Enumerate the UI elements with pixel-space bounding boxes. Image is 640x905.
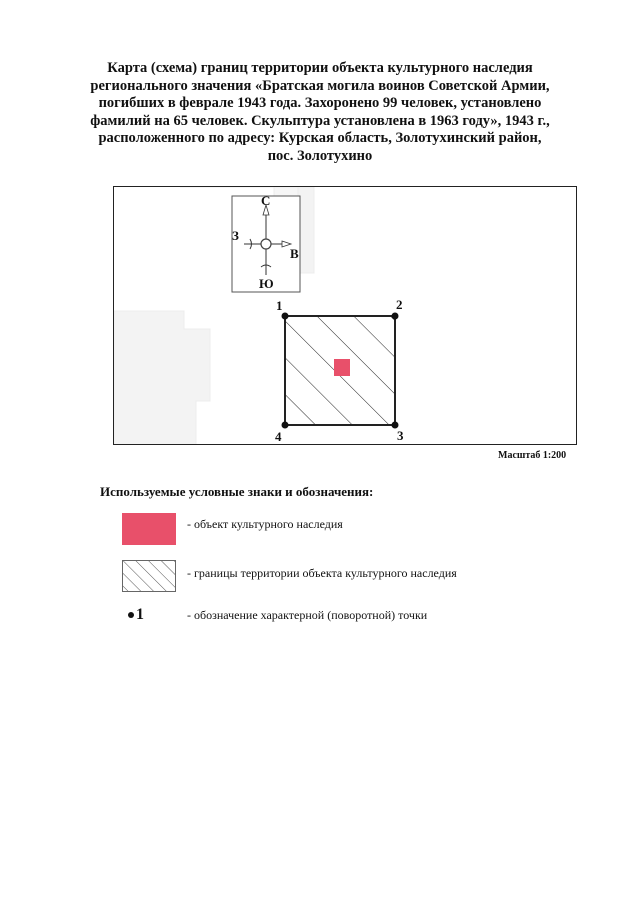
map-frame bbox=[113, 186, 577, 445]
legend-item-point bbox=[0, 606, 640, 646]
point-dot-icon bbox=[128, 612, 134, 618]
compass bbox=[232, 193, 300, 292]
map-title bbox=[70, 60, 570, 165]
legend-text-point: - обозначение характерной (поворотной) точки bbox=[187, 608, 428, 622]
compass-north-label: С bbox=[261, 193, 271, 208]
map-canvas bbox=[114, 187, 577, 445]
legend-text-object: - объект культурного наследия bbox=[187, 517, 343, 531]
territory-boundary bbox=[285, 316, 395, 425]
legend-title: Используемые условные знаки и обозначения: bbox=[100, 484, 374, 499]
title-line: пос. Золотухино bbox=[267, 147, 373, 164]
hatch-symbol bbox=[122, 560, 176, 592]
turning-point-label-2: 2 bbox=[396, 297, 403, 312]
turning-point-1 bbox=[282, 313, 289, 320]
compass-center bbox=[261, 239, 271, 249]
point-marker-label: 1 bbox=[136, 606, 144, 623]
title-line: расположенного по адресу: Курская область, Золотухинский район, bbox=[98, 130, 542, 146]
background-building bbox=[114, 311, 210, 445]
turning-point-label-3: 3 bbox=[397, 428, 404, 443]
title-line: фамилий на 65 человек. Скульптура установлена в 1963 году», 1943 г., bbox=[90, 112, 550, 129]
heritage-object-symbol bbox=[122, 513, 176, 545]
legend-item-boundary bbox=[0, 560, 640, 600]
heritage-object bbox=[334, 359, 350, 376]
compass-west-label: З bbox=[232, 228, 239, 243]
title-line: погибших в феврале 1943 года. Захоронено 99 человек, установлено bbox=[98, 95, 542, 111]
legend-text-boundary: - границы территории объекта культурного наследия bbox=[187, 566, 457, 580]
legend-item-object bbox=[0, 513, 640, 553]
turning-point-label-4: 4 bbox=[275, 429, 282, 444]
title-line: регионального значения «Братская могила воинов Советской Армии, bbox=[90, 77, 550, 94]
title-line: Карта (схема) границ территории объекта культурного наследия bbox=[107, 60, 533, 76]
compass-south-label: Ю bbox=[259, 276, 274, 291]
turning-point-label-1: 1 bbox=[276, 298, 283, 313]
turning-point-2 bbox=[392, 313, 399, 320]
scale-label: Масштаб 1:200 bbox=[498, 450, 567, 461]
compass-east-label: В bbox=[290, 246, 299, 261]
turning-point-symbol bbox=[128, 606, 144, 624]
turning-point-4 bbox=[282, 422, 289, 429]
